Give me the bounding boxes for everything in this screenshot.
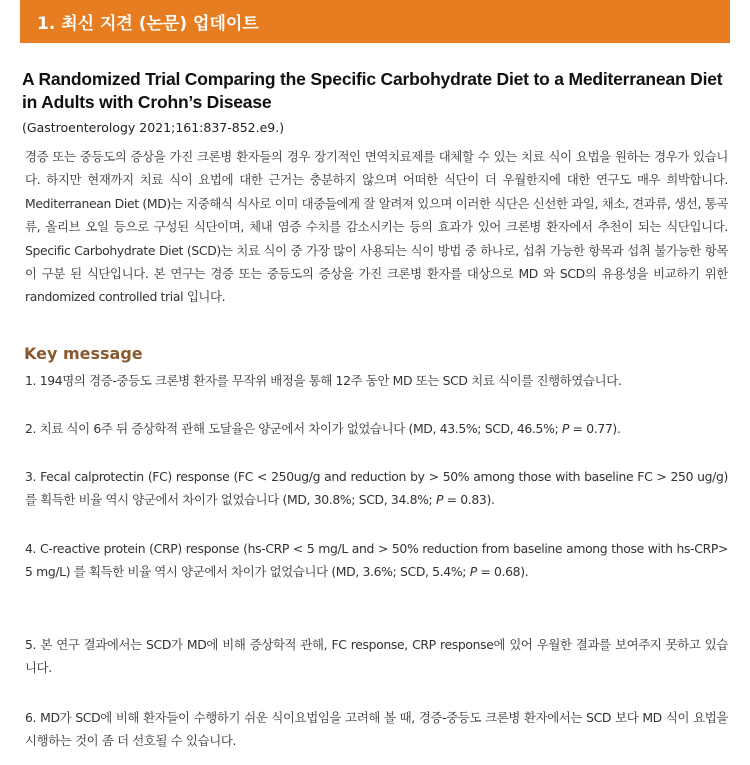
article-abstract: 경증 또는 중등도의 증상을 가진 크론병 환자들의 경우 장기적인 면역치료제를 대체할 수 있는 치료 식이 요법을 원하는 경우가 있습니다. 하지만 현재까지 치료 식이 요법에 대한 근거는 충분하지 않으며 어떠한 식단이 더 우월한지에 대한 연구도 매우 희박합니다. Mediterranean Diet (MD)는 지중해식 식사로 이미 대중들에게 잘 알려져 있으며 이러한 식단은 신선한 과일, 채소, 견과류, 생선, 통곡류, 올리브 오일 등으로 구성된 식단이며, 체내 염증 수치를 감소시키는 등의 효과가 있어 크론병 환자에서 추천이 되는 식단입니다. Specific Carbohydrate Diet (SCD)는 치료 식이 중 가장 많이 사용되는 식이 방법 중 하나로, 섭취 가능한 항목과 섭취 불가능한 항목이 구분 된 식단입니다. 본 연구는 경증 또는 중등도의 증상을 가진 크론병 환자를 대상으로 MD 와 SCD의 유용성을 비교하기 위한 randomized controlled trial 입니다. [25,149,728,305]
key-message-heading: Key message [24,344,143,363]
key-message-item-1: 1. 194명의 경증-중등도 크론병 환자를 무작위 배정을 통해 12주 동안 MD 또는 SCD 치료 식이를 진행하였습니다. [25,373,622,388]
key-message-item-4 [25,537,728,584]
key-message-item-3-value: = 0.83). [443,492,495,508]
p-value-symbol: P [469,564,477,580]
key-message-item-2-value: = 0.77). [569,421,621,436]
key-message-item-4-text: 4. C-reactive protein (CRP) response (hs-CRP < 5 mg/L and > 50% reduction from baseline among those with hs-CRP> 5 mg/L) 를 획득한 비율 역시 양군에서 차이가 없었습니다 (MD, 3.6%; SCD, 5.4%; [25,541,728,580]
key-message-item-4-value: = 0.68). [476,564,529,580]
key-message-item-2-text: 2. 치료 식이 6주 뒤 증상학적 관해 도달율은 양군에서 차이가 없었습니다 (MD, 43.5%; SCD, 46.5%; [25,421,562,436]
article-citation: (Gastroenterology 2021;161:837-852.e9.) [22,120,285,135]
section-header-bar [20,0,730,43]
key-message-item-2 [25,417,728,440]
p-value-symbol: P [435,492,444,508]
key-message-item-6: 6. MD가 SCD에 비해 환자들이 수행하기 쉬운 식이요법임을 고려해 볼 때, 경증-중등도 크론병 환자에서는 SCD 보다 MD 식이 요법을 시행하는 것이 좀 더 선호될 수 있습니다. [25,710,728,749]
section-header-title: 1. 최신 지견 (논문) 업데이트 [37,14,259,34]
p-value-symbol: P [561,421,570,436]
article-title: A Randomized Trial Comparing the Specific Carbohydrate Diet to a Mediterranean Diet in Adults with Crohn’s Disease [22,69,723,112]
key-message-item-3 [25,465,728,512]
key-message-item-3-text: 3. Fecal calprotectin (FC) response (FC < 250ug/g and reduction by > 50% among those with baseline FC > 250 ug/g) 를 획득한 비율 역시 양군에서 차이가 없었습니다 (MD, 30.8%; SCD, 34.8%; [25,469,728,508]
key-message-item-5: 5. 본 연구 결과에서는 SCD가 MD에 비해 증상학적 관해, FC response, CRP response에 있어 우월한 결과를 보여주지 못하고 있습니다. [25,637,728,676]
